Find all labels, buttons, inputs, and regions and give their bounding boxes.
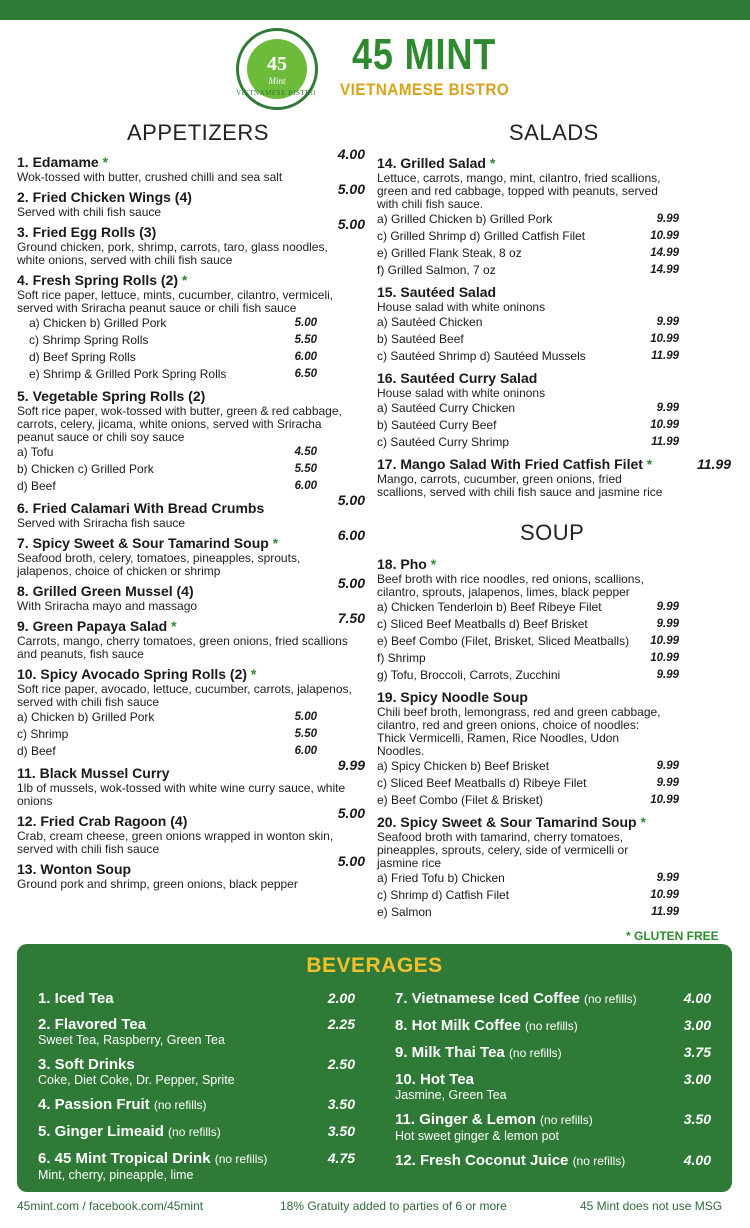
item-option	[377, 211, 679, 228]
option-price: 5.50	[294, 463, 317, 475]
item-description: House salad with white oninons	[377, 386, 546, 400]
item-option	[377, 758, 679, 775]
beverages-right-list	[395, 990, 711, 1179]
item-heading	[17, 388, 365, 405]
item-description: House salad with white oninons	[377, 300, 546, 314]
beverage-name: 5. Ginger Limeaid	[38, 1123, 164, 1140]
item-option	[377, 434, 679, 451]
beverage-heading	[395, 1017, 711, 1035]
menu-item	[17, 216, 365, 267]
item-name: 12. Fried Crab Ragoon (4)	[17, 813, 188, 829]
item-price: 6.00	[337, 527, 365, 543]
option-price: 5.50	[294, 334, 317, 346]
option-price: 6.50	[294, 368, 317, 380]
beverage-heading	[38, 1096, 355, 1114]
footer-website: 45mint.com / facebook.com/45mint	[17, 1199, 204, 1213]
item-option	[377, 599, 679, 616]
item-price: 4.00	[337, 146, 365, 162]
item-description: Soft rice paper, lettuce, mints, cucumber, cilantro, vermiceli, served with Sriracha peanut sauce or chili fish sauce	[17, 288, 334, 315]
beverage-price: 2.25	[327, 1016, 355, 1032]
beverage-price: 3.00	[683, 1071, 711, 1087]
item-option	[377, 245, 679, 262]
option-price: 5.00	[294, 711, 317, 723]
beverage-price: 4.00	[683, 990, 711, 1006]
option-price: 10.99	[650, 635, 679, 647]
item-description: 1lb of mussels, wok-tossed with white wine curry sauce, white onions	[17, 781, 346, 808]
beverage-heading	[395, 1044, 711, 1062]
beverage-name: 10. Hot Tea	[395, 1071, 474, 1088]
option-price: 10.99	[650, 419, 679, 431]
beverage-price: 3.00	[683, 1017, 711, 1033]
brand-name: 45 MINT	[352, 30, 497, 79]
item-heading	[17, 805, 365, 830]
item-option	[377, 314, 679, 331]
menu-item	[377, 556, 679, 684]
beverages-left-list	[38, 990, 355, 1191]
beverage-item	[395, 1111, 711, 1143]
beverage-heading	[395, 1071, 711, 1088]
item-heading	[377, 814, 679, 831]
beverage-name: 6. 45 Mint Tropical Drink	[38, 1150, 211, 1167]
item-description: Served with chili fish sauce	[17, 205, 162, 219]
beverage-description: Mint, cherry, pineapple, lime	[38, 1168, 194, 1182]
item-description: Crab, cream cheese, green onions wrapped in wonton skin, served with chili fish sauce	[17, 829, 334, 856]
no-refills-note: (no refills)	[525, 1019, 578, 1033]
gluten-free-star: *	[489, 155, 496, 171]
option-label: a) Sautéed Curry Chicken	[377, 401, 516, 415]
item-name: 3. Fried Egg Rolls (3)	[17, 224, 157, 240]
beverage-item	[38, 990, 355, 1007]
item-description: Wok-tossed with butter, crushed chilli and sea salt	[17, 170, 283, 184]
item-description: Ground chicken, pork, shrimp, carrots, taro, glass noodles, white onions, served with chili fish sauce	[17, 240, 328, 267]
logo	[236, 28, 318, 110]
option-label: b) Sautéed Beef	[377, 332, 464, 346]
menu-item	[17, 575, 365, 613]
option-price: 10.99	[650, 794, 679, 806]
item-name: 14. Grilled Salad	[377, 155, 486, 171]
item-option	[377, 348, 679, 365]
option-price: 10.99	[650, 889, 679, 901]
option-label: a) Grilled Chicken b) Grilled Pork	[377, 212, 553, 226]
beverage-item	[395, 1071, 711, 1102]
option-label: c) Shrimp Spring Rolls	[29, 333, 149, 347]
menu-item	[17, 527, 365, 578]
item-option	[377, 331, 679, 348]
item-option	[377, 633, 679, 650]
beverage-name: 3. Soft Drinks	[38, 1056, 135, 1073]
option-label: c) Sliced Beef Meatballs d) Beef Brisket	[377, 617, 588, 631]
option-price: 9.99	[656, 777, 679, 789]
option-price: 5.50	[294, 728, 317, 740]
item-heading	[17, 666, 365, 683]
option-price: 6.00	[294, 745, 317, 757]
gluten-free-star: *	[102, 154, 109, 170]
item-name: 20. Spicy Sweet & Sour Tamarind Soup	[377, 814, 637, 830]
top-green-bar	[0, 0, 750, 20]
option-label: e) Shrimp & Grilled Pork Spring Rolls	[29, 367, 227, 381]
item-description: Chili beef broth, lemongrass, red and green cabbage, cilantro, red and green onions, choice of noodles: Thick Vermicelli, Ramen, Rice Noodles, Udon Noodles.	[377, 705, 661, 758]
item-option	[17, 743, 365, 760]
option-price: 14.99	[650, 247, 679, 259]
beverage-heading	[395, 1152, 711, 1170]
item-description: Carrots, mango, cherry tomatoes, green onions, fried scallions and peanuts, fish sauce	[17, 634, 348, 661]
item-name: 6. Fried Calamari With Bread Crumbs	[17, 500, 265, 516]
item-description: Soft rice paper, wok-tossed with butter, green & red cabbage, carrots, celery, jicama, white onions, served with Sriracha peanut sauce or chili soy sauce	[17, 404, 342, 444]
item-heading	[17, 527, 365, 552]
item-name: 11. Black Mussel Curry	[17, 765, 170, 781]
option-price: 10.99	[650, 333, 679, 345]
option-label: d) Beef	[17, 479, 56, 493]
option-label: c) Shrimp d) Catfish Filet	[377, 888, 510, 902]
item-heading	[17, 272, 365, 289]
item-price: 9.99	[337, 757, 365, 773]
item-heading	[377, 556, 679, 573]
no-refills-note: (no refills)	[508, 1046, 562, 1060]
beverage-price: 3.50	[327, 1096, 355, 1112]
option-label: e) Beef Combo (Filet, Brisket, Sliced Meatballs)	[377, 634, 630, 648]
beverages-panel	[17, 944, 732, 1192]
beverage-item	[395, 990, 711, 1008]
option-label: c) Shrimp	[17, 727, 69, 741]
beverage-name: 8. Hot Milk Coffee	[395, 1017, 521, 1034]
option-price: 9.99	[656, 669, 679, 681]
beverage-description: Hot sweet ginger & lemon pot	[395, 1129, 559, 1143]
item-name: 2. Fried Chicken Wings (4)	[17, 189, 192, 205]
menu-item	[377, 284, 679, 365]
option-price: 11.99	[651, 906, 679, 918]
item-option	[17, 478, 365, 495]
option-label: c) Sautéed Shrimp d) Sautéed Mussels	[377, 349, 586, 363]
menu-item	[17, 757, 365, 808]
option-label: a) Chicken b) Grilled Pork	[29, 316, 167, 330]
item-heading	[17, 181, 365, 206]
logo-number: 45	[267, 53, 287, 75]
logo-word: Mint	[268, 76, 286, 86]
menu-item	[377, 370, 679, 451]
option-price: 9.99	[656, 618, 679, 630]
no-refills-note: (no refills)	[168, 1125, 221, 1139]
appetizers-title: APPETIZERS	[127, 120, 269, 145]
item-option	[377, 775, 679, 792]
item-heading	[377, 456, 731, 473]
option-label: d) Beef Spring Rolls	[29, 350, 136, 364]
option-label: d) Beef	[17, 744, 56, 758]
option-label: b) Chicken c) Grilled Pork	[17, 462, 154, 476]
item-name: 4. Fresh Spring Rolls (2)	[17, 272, 179, 288]
item-heading	[17, 146, 365, 171]
beverage-item	[395, 1152, 711, 1170]
item-option	[17, 726, 365, 743]
item-option	[377, 667, 679, 684]
option-price: 9.99	[656, 872, 679, 884]
item-price: 5.00	[337, 492, 365, 508]
item-heading	[377, 370, 679, 387]
option-label: a) Tofu	[17, 445, 54, 459]
item-price: 5.00	[337, 181, 365, 197]
item-description: Lettuce, carrots, mango, mint, cilantro, fried scallions, green and red cabbage, topped with peanuts, served with chili fish sauce.	[377, 171, 661, 211]
gluten-free-star: *	[171, 618, 177, 634]
menu-item	[17, 610, 365, 661]
beverage-price: 3.50	[683, 1111, 711, 1127]
item-heading	[17, 492, 365, 517]
option-label: a) Chicken b) Grilled Pork	[17, 710, 155, 724]
item-price: 7.50	[337, 610, 365, 626]
footer-msg: 45 Mint does not use MSG	[580, 1199, 723, 1213]
item-description: Seafood broth with tamarind, cherry tomatoes, pineapples, sprouts, celery, side of vermicelli or jasmine rice	[377, 830, 629, 870]
item-heading	[17, 575, 365, 600]
beverages-title: BEVERAGES	[306, 954, 443, 977]
beverage-item	[38, 1016, 355, 1047]
beverage-heading	[38, 1150, 355, 1168]
option-price: 6.00	[294, 351, 317, 363]
gluten-free-star: *	[640, 814, 646, 830]
beverage-description: Sweet Tea, Raspberry, Green Tea	[38, 1033, 225, 1047]
menu-item	[17, 146, 365, 184]
item-price: 5.00	[337, 575, 365, 591]
beverage-heading	[38, 990, 355, 1007]
option-price: 10.99	[650, 652, 679, 664]
beverage-item	[395, 1017, 711, 1035]
option-label: f) Shrimp	[377, 651, 426, 665]
item-name: 9. Green Papaya Salad	[17, 618, 168, 634]
item-option	[17, 332, 365, 349]
option-price: 14.99	[650, 264, 679, 276]
beverage-description: Coke, Diet Coke, Dr. Pepper, Sprite	[38, 1073, 235, 1087]
soup-list	[377, 556, 679, 926]
option-price: 10.99	[650, 230, 679, 242]
menu-item	[17, 666, 365, 760]
item-name: 10. Spicy Avocado Spring Rolls (2)	[17, 666, 248, 682]
option-label: e) Beef Combo (Filet & Brisket)	[377, 793, 544, 807]
gluten-free-star: *	[272, 535, 279, 551]
item-option	[17, 349, 365, 366]
salads-title: SALADS	[509, 120, 599, 145]
item-option	[377, 904, 679, 921]
item-description: With Sriracha mayo and massago	[17, 599, 198, 613]
option-price: 9.99	[656, 213, 679, 225]
beverage-price: 3.50	[327, 1123, 355, 1139]
beverage-price: 3.75	[683, 1044, 711, 1060]
item-price: 5.00	[337, 805, 365, 821]
gluten-free-note: * GLUTEN FREE	[626, 929, 719, 943]
option-label: f) Grilled Salmon, 7 oz	[377, 263, 496, 277]
option-label: c) Sliced Beef Meatballs d) Ribeye Filet	[377, 776, 587, 790]
item-option	[17, 444, 365, 461]
beverage-heading	[38, 1056, 355, 1073]
beverage-item	[38, 1096, 355, 1114]
item-name: 18. Pho	[377, 556, 427, 572]
option-price: 9.99	[656, 760, 679, 772]
option-label: b) Sautéed Curry Beef	[377, 418, 497, 432]
option-label: a) Spicy Chicken b) Beef Brisket	[377, 759, 550, 773]
brand-tagline: VIETNAMESE BISTRO	[340, 80, 510, 99]
option-price: 9.99	[656, 402, 679, 414]
item-price: 5.00	[337, 853, 365, 869]
item-option	[377, 228, 679, 245]
beverage-description: Jasmine, Green Tea	[395, 1088, 507, 1102]
beverage-price: 4.00	[683, 1152, 711, 1168]
beverage-item	[38, 1123, 355, 1141]
menu-item	[377, 689, 679, 809]
beverage-heading	[395, 1111, 711, 1129]
soup-title: SOUP	[520, 520, 585, 545]
item-option	[377, 650, 679, 667]
item-option	[377, 417, 679, 434]
menu-item	[17, 272, 365, 383]
option-label: c) Grilled Shrimp d) Grilled Catfish Filet	[377, 229, 586, 243]
option-price: 6.00	[294, 480, 317, 492]
beverage-item	[38, 1150, 355, 1182]
salads-list	[377, 155, 731, 504]
beverage-heading	[395, 990, 711, 1008]
beverage-name: 2. Flavored Tea	[38, 1016, 147, 1033]
item-name: 17. Mango Salad With Fried Catfish Filet	[377, 456, 643, 472]
item-name: 13. Wonton Soup	[17, 861, 132, 877]
menu-item	[17, 853, 365, 891]
item-description: Ground pork and shrimp, green onions, black pepper	[17, 877, 298, 891]
option-label: e) Grilled Flank Steak, 8 oz	[377, 246, 522, 260]
item-heading	[377, 155, 679, 172]
item-name: 1. Edamame	[17, 154, 99, 170]
item-heading	[377, 284, 679, 301]
item-option	[17, 366, 365, 383]
beverage-name: 11. Ginger & Lemon	[395, 1111, 536, 1128]
option-label: a) Fried Tofu b) Chicken	[377, 871, 505, 885]
item-heading	[377, 689, 679, 706]
option-label: a) Chicken Tenderloin b) Beef Ribeye Filet	[377, 600, 602, 614]
menu-item	[17, 181, 365, 219]
item-price: 11.99	[697, 456, 731, 472]
beverage-heading	[38, 1016, 355, 1033]
menu-item	[377, 456, 731, 499]
item-name: 5. Vegetable Spring Rolls (2)	[17, 388, 206, 404]
no-refills-note: (no refills)	[153, 1098, 207, 1112]
option-label: a) Sautéed Chicken	[377, 315, 483, 329]
menu-item	[17, 388, 365, 495]
beverage-name: 7. Vietnamese Iced Coffee	[395, 990, 580, 1007]
item-price: 5.00	[337, 216, 365, 232]
menu-item	[377, 155, 679, 279]
item-heading	[17, 853, 365, 878]
beverage-name: 9. Milk Thai Tea	[395, 1044, 505, 1061]
no-refills-note: (no refills)	[214, 1152, 268, 1166]
item-description: Soft rice paper, avocado, lettuce, cucumber, carrots, jalapenos, served with chili fish sauce	[17, 682, 352, 709]
item-description: Served with Sriracha fish sauce	[17, 516, 186, 530]
option-label: c) Sautéed Curry Shrimp	[377, 435, 510, 449]
menu-item	[377, 814, 679, 921]
item-heading	[17, 610, 365, 635]
item-name: 7. Spicy Sweet & Sour Tamarind Soup	[17, 535, 269, 551]
item-option	[377, 400, 679, 417]
item-option	[377, 616, 679, 633]
option-price: 11.99	[651, 350, 679, 362]
item-description: Mango, carrots, cucumber, green onions, fried scallions, served with chili fish sauce and jasmine rice	[377, 472, 663, 499]
item-name: 8. Grilled Green Mussel (4)	[17, 583, 194, 599]
beverage-name: 1. Iced Tea	[38, 990, 114, 1007]
item-description: Seafood broth, celery, tomatoes, pineapples, sprouts, jalapenos, choice of chicken or shrimp	[17, 551, 301, 578]
option-price: 4.50	[294, 446, 317, 458]
beverage-item	[38, 1056, 355, 1087]
beverage-item	[395, 1044, 711, 1062]
item-option	[17, 709, 365, 726]
item-heading	[17, 757, 365, 782]
item-option	[377, 870, 679, 887]
footer-gratuity: 18% Gratuity added to parties of 6 or more	[280, 1199, 507, 1213]
item-name: 16. Sautéed Curry Salad	[377, 370, 538, 386]
menu-item	[17, 805, 365, 856]
no-refills-note: (no refills)	[583, 992, 637, 1006]
beverage-heading	[38, 1123, 355, 1141]
beverage-name: 4. Passion Fruit	[38, 1096, 150, 1113]
item-heading	[17, 216, 365, 241]
item-name: 15. Sautéed Salad	[377, 284, 497, 300]
option-label: e) Salmon	[377, 905, 432, 919]
option-price: 9.99	[656, 601, 679, 613]
gluten-free-star: *	[430, 556, 437, 572]
item-description: Beef broth with rice noodles, red onions, scallions, cilantro, sprouts, jalapenos, limes, black pepper	[377, 572, 644, 599]
menu-item	[17, 492, 365, 530]
item-option	[17, 315, 365, 332]
gluten-free-star: *	[250, 666, 257, 682]
beverage-price: 4.75	[327, 1150, 355, 1166]
gluten-free-star: *	[181, 272, 188, 288]
no-refills-note: (no refills)	[540, 1113, 593, 1127]
option-label: g) Tofu, Broccoli, Carrots, Zucchini	[377, 668, 561, 682]
beverage-price: 2.50	[327, 1056, 355, 1072]
item-option	[377, 887, 679, 904]
item-option	[377, 792, 679, 809]
beverage-price: 2.00	[327, 990, 355, 1006]
item-name: 19. Spicy Noodle Soup	[377, 689, 528, 705]
item-option	[377, 262, 679, 279]
beverage-name: 12. Fresh Coconut Juice	[395, 1152, 569, 1169]
option-price: 9.99	[656, 316, 679, 328]
item-option	[17, 461, 365, 478]
appetizers-list	[17, 146, 365, 896]
option-price: 11.99	[651, 436, 679, 448]
no-refills-note: (no refills)	[572, 1154, 626, 1168]
gluten-free-star: *	[646, 456, 653, 472]
option-price: 5.00	[294, 317, 317, 329]
logo-ring-text: VIETNAMESE BISTRO	[236, 89, 316, 97]
